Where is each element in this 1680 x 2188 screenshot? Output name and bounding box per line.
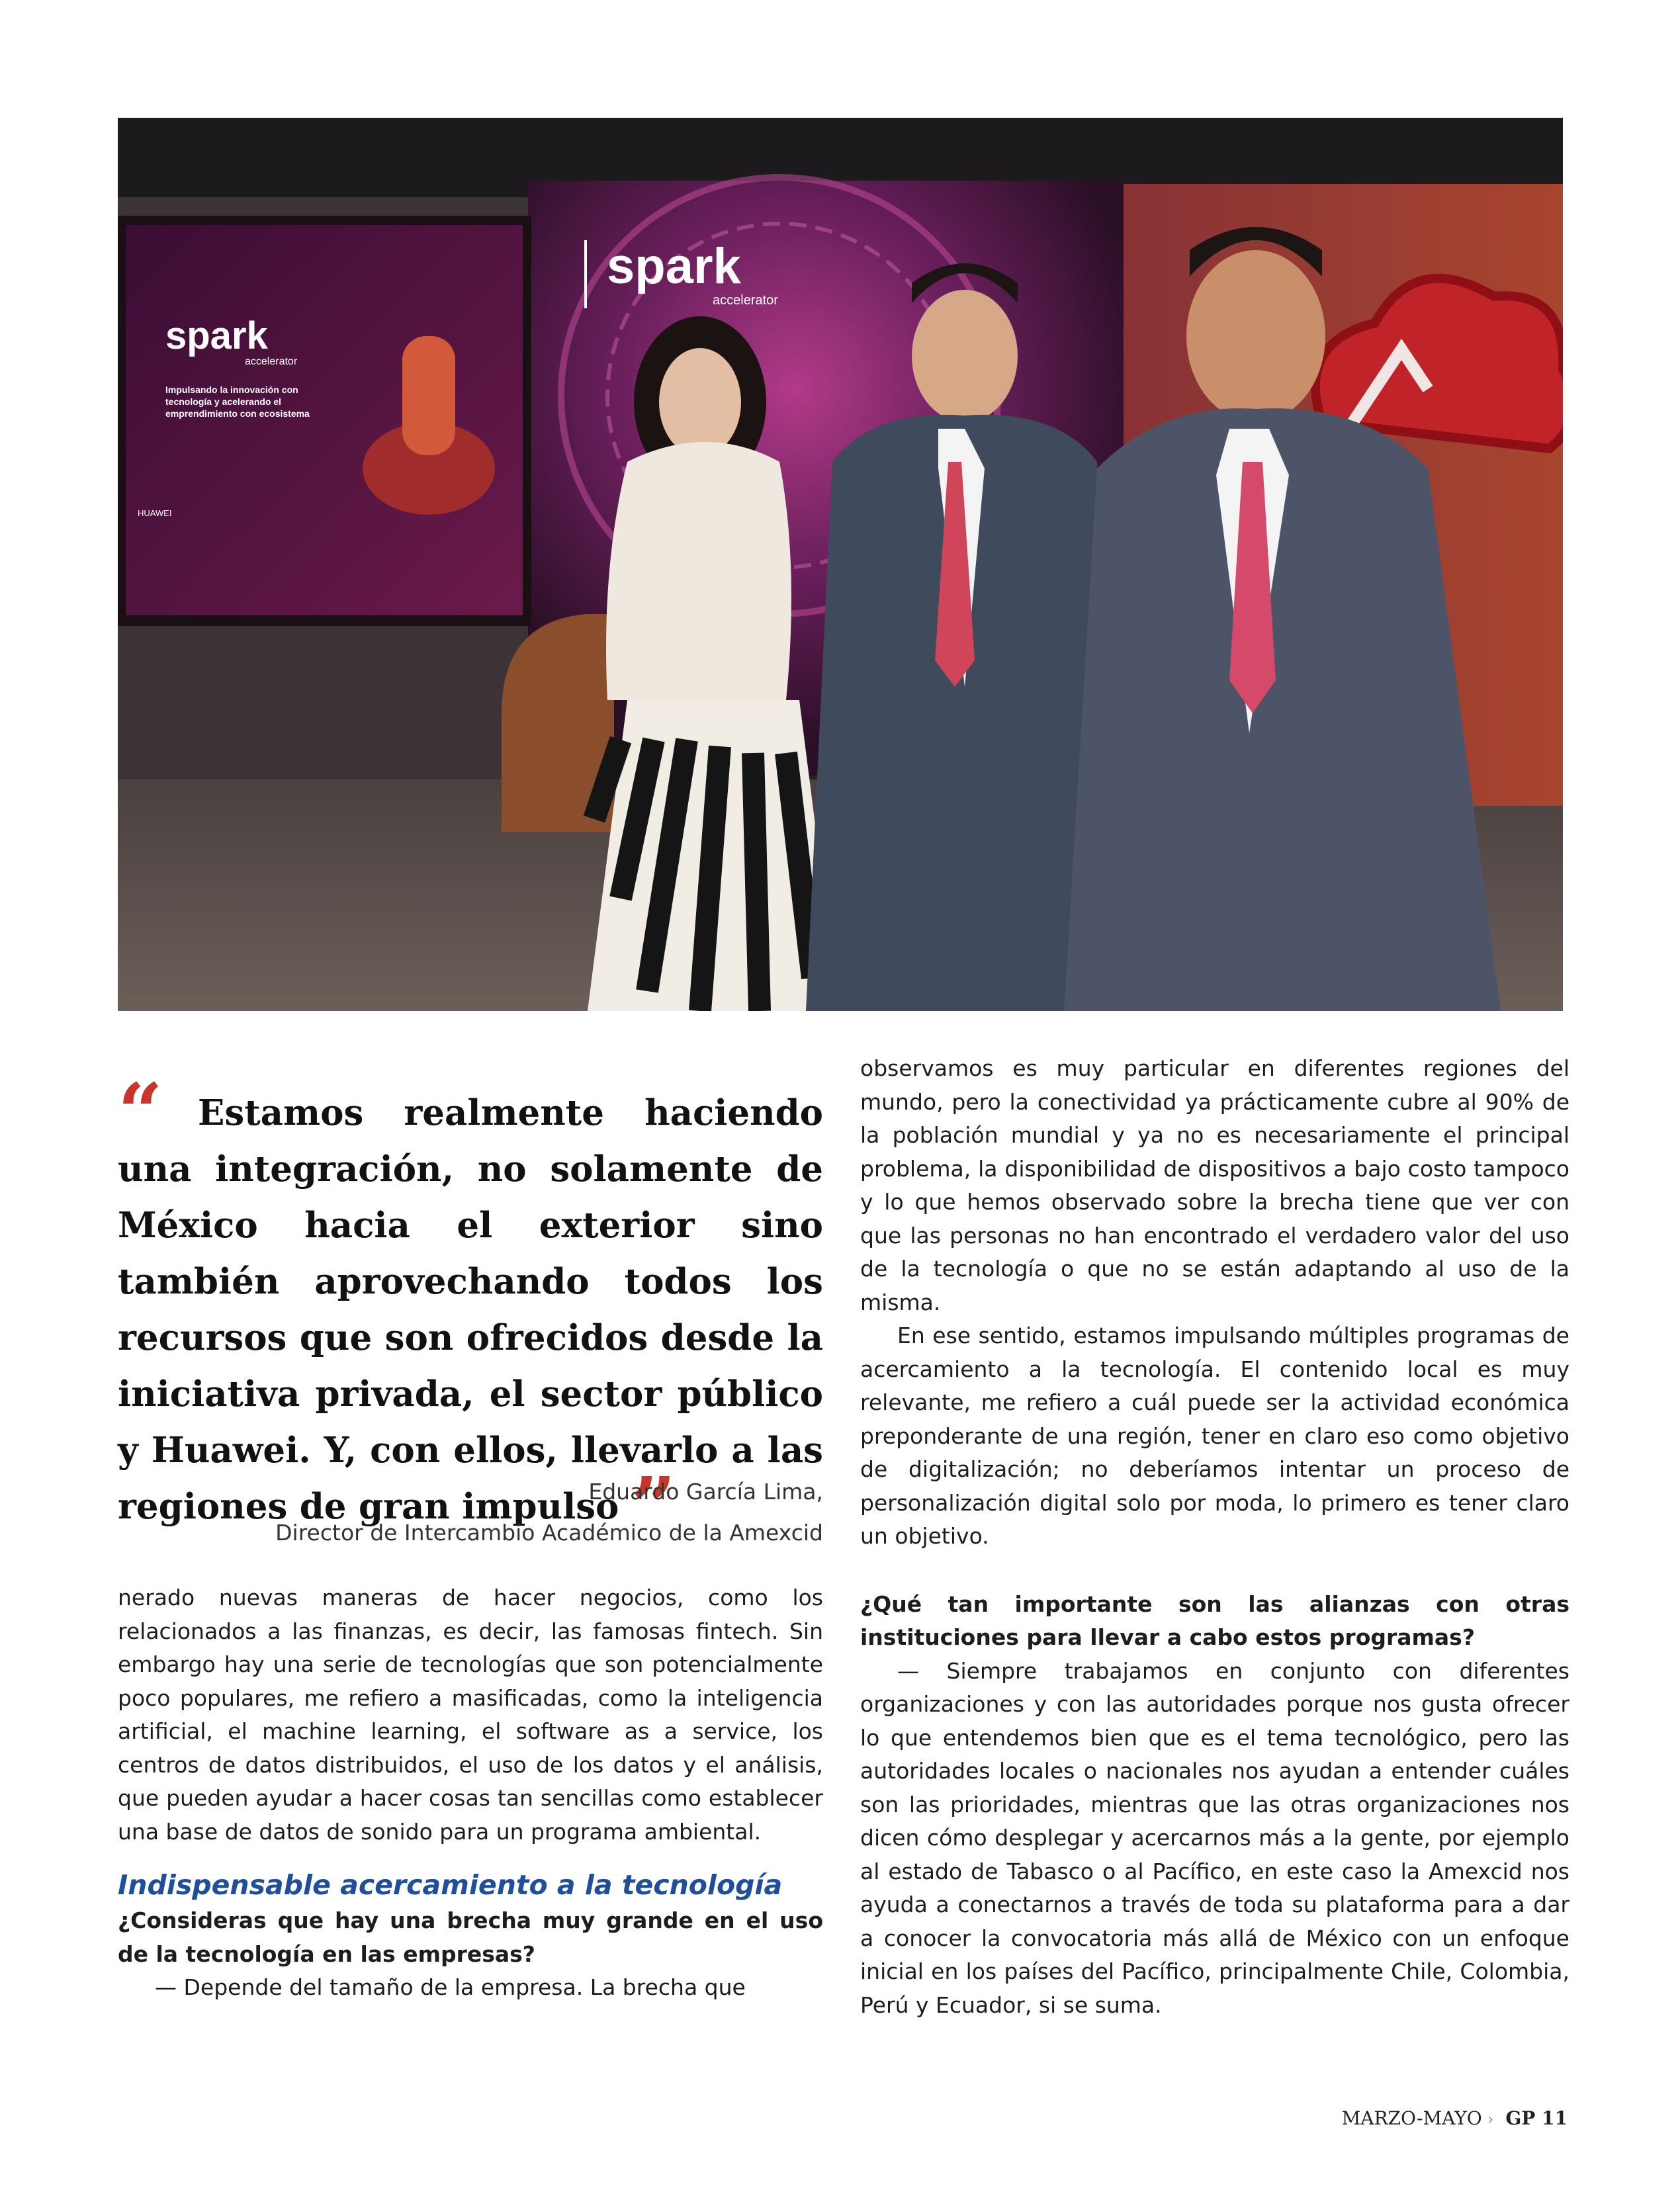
pull-quote-text: Estamos realmente haciendo una integración, no solamente de México hacia el exterior sino también aprovechando todos los recursos que son ofrecidos desde la iniciativa privada, el sector público y Huawei. Y, con ellos, llevarlo a las regiones de gran impulso (118, 1092, 824, 1527)
backdrop-brand: spark (607, 238, 741, 294)
open-quote-mark: “ (118, 1066, 157, 1158)
backdrop-subbrand: accelerator (713, 293, 778, 308)
quote-author: Eduardo García Lima, (588, 1479, 823, 1505)
page-number: GP 11 (1505, 2107, 1568, 2129)
left-question: ¿Consideras que hay una brecha muy grande en el uso de la tecnología en las empresas? (118, 1907, 823, 1967)
photo-illustration (118, 118, 1563, 1011)
screen-logo: HUAWEI (138, 508, 172, 518)
left-paragraph-1: nerado nuevas maneras de hacer negocios, como los relacionados a las finanzas, es decir, las famosas fintech. Sin embargo hay una serie de tecnologías que son potencialmente poco populares, me refiero a masificadas, como la inteligencia artificial, el machine learning, el software as a service, los centros de datos distribuidos, el uso de los datos y el análisis, que pueden ayudar a hacer cosas tan sencillas como establecer una base de datos de sonido para un programa ambiental. (118, 1585, 823, 1845)
footer-separator: › (1487, 2110, 1494, 2128)
pull-quote (118, 1066, 824, 1552)
right-column (860, 1052, 1569, 2022)
close-quote-mark: ” (631, 1460, 671, 1552)
right-answer: — Siempre trabajamos en conjunto con diferentes organizaciones y con las autoridades porque nos gusta ofrecer lo que entendemos bien que es el tema tecnológico, pero las autoridades locales o nacionales nos ayudan a entender cuáles son las prioridades, mientras que las otras organizaciones nos dicen cómo desplegar y acercarnos más a la gente, por ejemplo al estado de Tabasco o al Pacífico, en este caso la Amexcid nos ayuda a conectarnos a través de toda su plataforma para a dar a conocer la convocatoria más allá de México con un enfoque inicial en los países del Pacífico, principalmente Chile, Colombia, Perú y Ecuador, si se suma. (860, 1657, 1569, 2018)
left-answer-start: — Depende del tamaño de la empresa. La brecha que (155, 1974, 746, 2000)
right-paragraph-2: En ese sentido, estamos impulsando múltiples programas de acercamiento a la tecnología. El contenido local es muy relevante, me refiero a cuál puede ser la actividad económica preponderante de una región, tener en claro eso como objetivo de digitalización; no deberíamos intentar un proceso de personalización digital solo por moda, lo primero es tener claro un objetivo. (860, 1323, 1569, 1549)
quote-author-role: Director de Intercambio Académico de la Amexcid (275, 1520, 823, 1546)
section-title: Indispensable acercamiento a la tecnología (118, 1869, 783, 1901)
screen-brand: spark (165, 314, 268, 357)
screen-tagline: Impulsando la innovación con tecnología y acelerando el emprendimiento con ecosistema (165, 384, 310, 419)
right-question: ¿Qué tan importante son las alianzas con otras instituciones para llevar a cabo estos programas? (860, 1591, 1569, 1650)
page-footer (1342, 2107, 1568, 2129)
issue-label: MARZO-MAYO (1341, 2107, 1482, 2129)
screen-subbrand: accelerator (245, 356, 298, 367)
left-column (118, 1581, 823, 2005)
event-photo (118, 118, 1563, 1011)
right-paragraph-1: observamos es muy particular en diferentes regiones del mundo, pero la conectividad ya prácticamente cubre al 90% de la población mundial y ya no es necesariamente el principal problema, la disponibilidad de dispositivos a bajo costo tampoco y lo que hemos observado sobre la brecha tiene que ver con que las personas no han encontrado el verdadero valor del uso de la tecnología o que no se están adaptando al uso de la misma. (860, 1055, 1569, 1315)
